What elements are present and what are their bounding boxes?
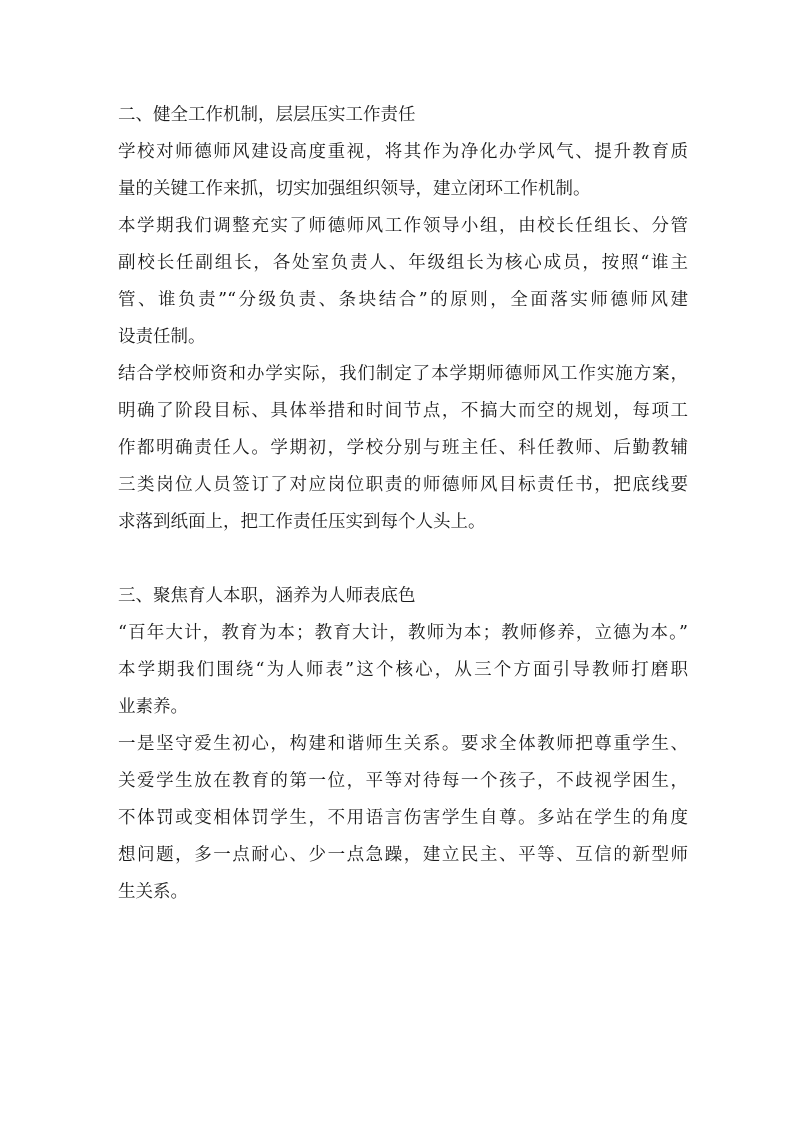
paragraph-line: 求落到纸面上，把工作责任压实到每个人头上。: [118, 512, 486, 532]
paragraph-line: 三类岗位人员签订了对应岗位职责的师德师风目标责任书，把底线要: [118, 475, 688, 495]
paragraph-line: 结合学校师资和办学实际，我们制定了本学期师德师风工作实施方案，: [118, 364, 688, 384]
paragraph-line: 一是坚守爱生初心，构建和谐师生关系。要求全体教师把尊重学生、: [118, 734, 688, 754]
paragraph-line: 明确了阶段目标、具体举措和时间节点，不搞大而空的规划，每项工: [118, 401, 688, 421]
section-two-paragraph-2: [118, 208, 688, 356]
section-three-paragraph-1: [118, 615, 688, 726]
paragraph-line: 生关系。: [118, 882, 188, 902]
paragraph-line: 设责任制。: [118, 327, 206, 347]
document-body: [118, 97, 688, 911]
paragraph-line: 想问题，多一点耐心、少一点急躁，建立民主、平等、互信的新型师: [118, 845, 688, 865]
section-three-paragraph-2: [118, 726, 688, 911]
section-two-paragraph-1: [118, 134, 688, 208]
paragraph-line: 管、谁负责”“分级负责、条块结合”的原则，全面落实师德师风建: [118, 290, 688, 310]
paragraph-line: “百年大计，教育为本；教育大计，教师为本；教师修养，立德为本。”: [118, 623, 688, 643]
paragraph-line: 本学期我们围绕“为人师表”这个核心，从三个方面引导教师打磨职: [118, 660, 688, 680]
paragraph-line: 副校长任副组长，各处室负责人、年级组长为核心成员，按照“谁主: [118, 253, 688, 273]
paragraph-line: 本学期我们调整充实了师德师风工作领导小组，由校长任组长、分管: [118, 216, 688, 236]
paragraph-line: 不体罚或变相体罚学生，不用语言伤害学生自尊。多站在学生的角度: [118, 808, 688, 828]
section-two-paragraph-3: [118, 356, 688, 541]
paragraph-line: 关爱学生放在教育的第一位，平等对待每一个孩子，不歧视学困生，: [118, 771, 688, 791]
paragraph-line: 量的关键工作来抓，切实加强组织领导，建立闭环工作机制。: [118, 179, 591, 199]
section-three-heading: 三、聚焦育人本职，涵养为人师表底色: [118, 586, 416, 606]
section-two-heading: 二、健全工作机制，层层压实工作责任: [118, 105, 416, 125]
section-spacer: [118, 541, 688, 578]
paragraph-line: 作都明确责任人。学期初，学校分别与班主任、科任教师、后勤教辅: [118, 438, 688, 458]
paragraph-line: 业素养。: [118, 697, 188, 717]
paragraph-line: 学校对师德师风建设高度重视，将其作为净化办学风气、提升教育质: [118, 142, 688, 162]
